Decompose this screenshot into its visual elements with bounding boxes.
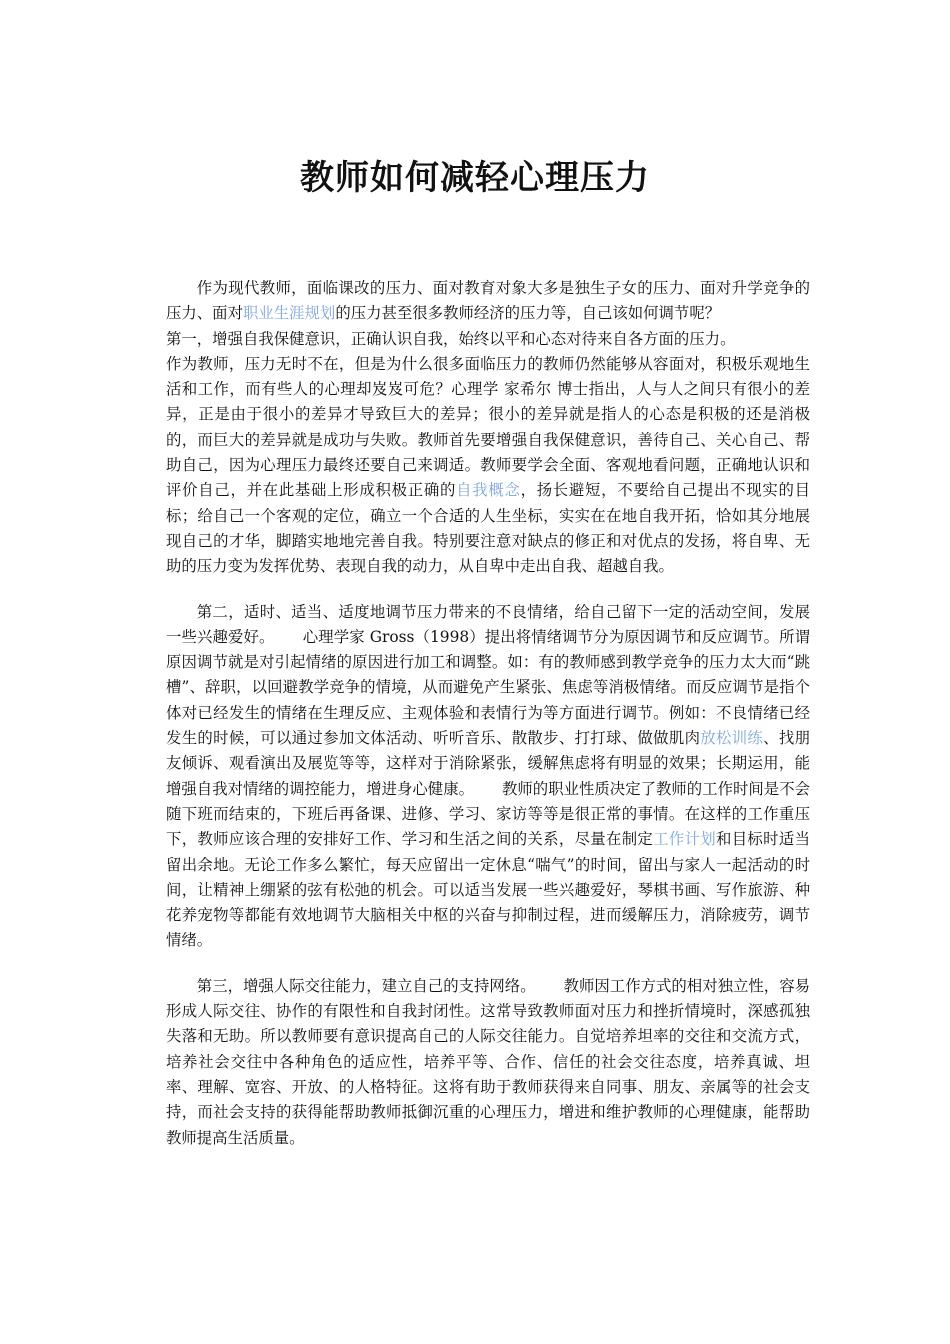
document-body	[166, 276, 810, 1151]
text-run: 第一，增强自我保健意识，正确认识自我，始终以平和心态对待来自各方面的压力。	[166, 329, 736, 348]
text-run: 和目标时适当留出余地。无论工作多么繁忙，每天应留出一定休息“喘气”的时间，留出与家人一起活动的时间，让精神上绷紧的弦有松弛的机会。可以适当发展一些兴趣爱好，琴棋书画、写作旅游、种花养宠物等都能有效地调节大脑相关中枢的兴奋与抑制过程，进而缓解压力，消除疲劳，调节情绪。	[166, 830, 810, 950]
text-run: 、找朋友倾诉、观看演出及展览等等，这样对于消除紧张，缓解焦虑将有明显的效果；长期运用，能增强自我对情绪的调控能力，增进身心健康。 教师的职业性质决定了教师的工作时间是不会随下班而结束的，下班后再备课、进修、学习、家访等等是很正常的事情。在这样的工作重压下，教师应该合理的安排好工作、学习和生活之间的关系，尽量在制定	[166, 729, 810, 849]
text-run: 作为现代教师，面临课改的压力、面对教育对象大多是独生子女的压力、面对升学竞争的压力、面对	[166, 279, 810, 323]
text-run: ，扬长避短，不要给自己提出不现实的目标；给自己一个客观的定位，确立一个合适的人生坐标，实实在在地自我开拓，恰如其分地展现自己的才华，脚踏实地地完善自我。特别要注意对缺点的修正和对优点的发扬，将自卑、无助的压力变为发挥优势、表现自我的动力，从自卑中走出自我、超越自我。	[166, 481, 810, 576]
paragraph-point-three	[166, 974, 810, 1151]
paragraph-intro	[166, 276, 810, 327]
paragraph-point-one-body	[166, 352, 810, 580]
paragraph-spacer	[166, 954, 810, 974]
link-career-planning[interactable]: 职业生涯规划	[242, 304, 336, 323]
text-run: 的压力甚至很多教师经济的压力等，自己该如何调节呢？	[335, 304, 721, 323]
text-run: 作为教师，压力无时不在，但是为什么很多面临压力的教师仍然能够从容面对，积极乐观地生活和工作，而有些人的心理却岌岌可危？心理学 家希尔 博士指出，人与人之间只有很小的差异，正是由于很小的差异才导致巨大的差异；很小的差异就是指人的心态是积极的还是消极的，而巨大的差异就是成功与失败。教师首先要增强自我保健意识，善待自己、关心自己、帮助自己，因为心理压力最终还要自己来调适。教师要学会全面、客观地看问题，正确地认识和评价自己，并在此基础上形成积极正确的	[166, 354, 810, 500]
text-run: 第三，增强人际交往能力，建立自己的支持网络。 教师因工作方式的相对独立性，容易形成人际交往、协作的有限性和自我封闭性。这常导致教师面对压力和挫折情境时，深感孤独失落和无助。所以教师要有意识提高自己的人际交往能力。自觉培养坦率的交往和交流方式，培养社会交往中各种角色的适应性，培养平等、合作、信任的社会交往态度，培养真诚、坦率、理解、宽容、开放、的人格特征。这将有助于教师获得来自同事、朋友、亲属等的社会支持，而社会支持的获得能帮助教师抵御沉重的心理压力，增进和维护教师的心理健康，能帮助教师提高生活质量。	[166, 976, 810, 1147]
paragraph-spacer	[166, 580, 810, 600]
text-run: 第二，适时、适当、适度地调节压力带来的不良情绪，给自己留下一定的活动空间，发展一些兴趣爱好。 心理学家 Gross（1998）提出将情绪调节分为原因调节和反应调节。所谓原因调节就是对引起情绪的原因进行加工和调整。如：有的教师感到教学竞争的压力太大而“跳槽”、辞职，以回避教学竞争的情境，从而避免产生紧张、焦虑等消极情绪。而反应调节是指个体对已经发生的情绪在生理反应、主观体验和表情行为等方面进行调节。例如：不良情绪已经发生的时候，可以通过参加文体活动、听听音乐、散散步、打打球、做做肌肉	[166, 602, 810, 748]
document-title: 教师如何减轻心理压力	[300, 158, 650, 198]
link-self-concept[interactable]: 自我概念	[456, 481, 521, 500]
link-relaxation-training[interactable]: 放松训练	[700, 729, 764, 748]
paragraph-point-one-heading	[166, 327, 810, 352]
link-work-plan[interactable]: 工作计划	[653, 830, 716, 849]
paragraph-point-two	[166, 600, 810, 954]
